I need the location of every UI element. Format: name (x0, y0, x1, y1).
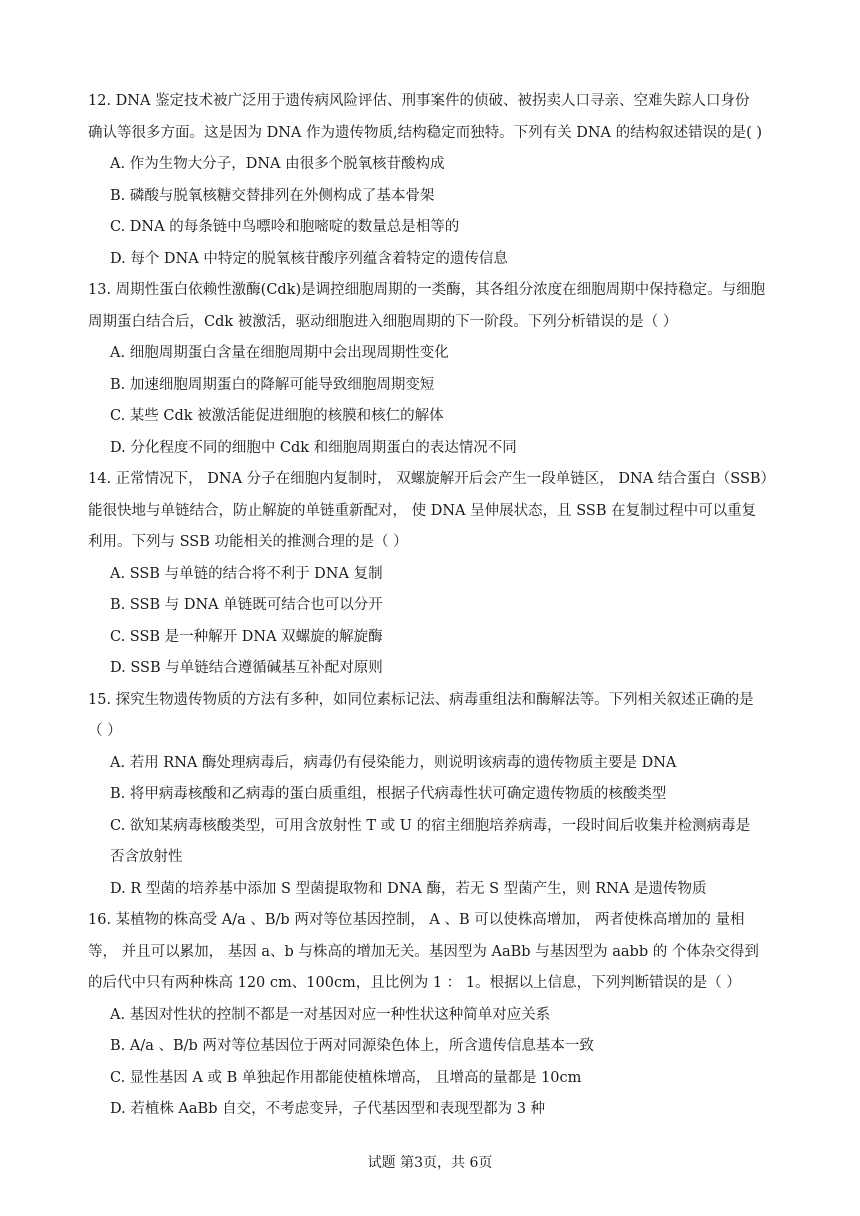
option-d: D. 每个 DNA 中特定的脱氧核苷酸序列蕴含着特定的遗传信息 (110, 250, 508, 267)
option-c: C. SSB 是一种解开 DNA 双螺旋的解旋酶 (110, 628, 383, 645)
question-16 (88, 905, 788, 1126)
question-stem-line: （ ） (88, 723, 122, 739)
option-d: D. 若植株 AaBb 自交，不考虑变异，子代基因型和表现型都为 3 种 (110, 1101, 546, 1117)
option-a: A. SSB 与单链的结合将不利于 DNA 复制 (110, 565, 383, 582)
question-13 (88, 275, 788, 464)
question-stem-line: 的后代中只有两种株高 120 cm、100cm，且比例为 1 ： 1。根据以上信息，下列判断错误的是（ ） (88, 975, 741, 991)
option-b: B. 将甲病毒核酸和乙病毒的蛋白质重组，根据子代病毒性状可确定遗传物质的核酸类型 (110, 786, 667, 802)
option-c: C. DNA 的每条链中鸟嘌呤和胞嘧啶的数量总是相等的 (110, 219, 460, 235)
question-stem-line: 等， 并且可以累加， 基因 a、b 与株高的增加无关。基因型为 AaBb 与基因型为 aabb 的 个体杂交得到 (88, 943, 759, 960)
question-12 (88, 86, 788, 275)
question-stem-line: 13. 周期性蛋白依赖性激酶(Cdk)是调控细胞周期的一类酶，其各组分浓度在细胞周期中保持稳定。与细胞 (88, 282, 766, 298)
option-b: B. 磷酸与脱氧核糖交替排列在外侧构成了基本骨架 (110, 187, 435, 204)
option-a: A. 基因对性状的控制不都是一对基因对应一种性状这种简单对应关系 (110, 1006, 551, 1023)
question-stem-line: 14. 正常情况下， DNA 分子在细胞内复制时， 双螺旋解开后会产生一段单链区， DNA 结合蛋白（SSB） (88, 471, 776, 487)
question-stem-line: 16. 某植物的株高受 A/a 、B/b 两对等位基因控制， A 、B 可以使株高增加， 两者使株高增加的 量相 (88, 912, 745, 928)
option-a: A. 若用 RNA 酶处理病毒后，病毒仍有侵染能力，则说明该病毒的遗传物质主要是 DNA (110, 754, 677, 771)
question-stem-line: 确认等很多方面。这是因为 DNA 作为遗传物质,结构稳定而独特。下列有关 DNA 的结构叙述错误的是( ) (88, 124, 763, 141)
question-stem-line: 能很快地与单链结合，防止解旋的单链重新配对， 使 DNA 呈伸展状态，且 SSB 在复制过程中可以重复 (88, 502, 757, 519)
question-15 (88, 685, 788, 906)
option-c: C. 欲知某病毒核酸类型，可用含放射性 T 或 U 的宿主细胞培养病毒，一段时间后收集并检测病毒是 (110, 817, 751, 834)
option-c: C. 某些 Cdk 被激活能促进细胞的核膜和核仁的解体 (110, 408, 444, 424)
option-c: C. 显性基因 A 或 B 单独起作用都能使植株增高， 且增高的量都是 10cm (110, 1069, 582, 1086)
option-d: D. SSB 与单链结合遵循碱基互补配对原则 (110, 660, 383, 676)
page-footer: 试题 第3页，共 6页 (367, 1155, 493, 1171)
option-a: A. 作为生物大分子，DNA 由很多个脱氧核苷酸构成 (110, 156, 445, 172)
question-14 (88, 464, 788, 685)
option-a: A. 细胞周期蛋白含量在细胞周期中会出现周期性变化 (110, 345, 449, 361)
option-d: D. R 型菌的培养基中添加 S 型菌提取物和 DNA 酶，若无 S 型菌产生，则 RNA 是遗传物质 (110, 880, 707, 897)
question-list (88, 86, 788, 1126)
option-d: D. 分化程度不同的细胞中 Cdk 和细胞周期蛋白的表达情况不同 (110, 439, 517, 456)
question-stem-line: 利用。下列与 SSB 功能相关的推测合理的是（ ） (88, 534, 408, 550)
option-b: B. 加速细胞周期蛋白的降解可能导致细胞周期变短 (110, 376, 435, 393)
question-stem-line: 周期蛋白结合后，Cdk 被激活，驱动细胞进入细胞周期的下一阶段。下列分析错误的是（ ） (88, 313, 678, 330)
option-c-continuation: 否含放射性 (110, 849, 183, 865)
question-stem-line: 15. 探究生物遗传物质的方法有多种，如同位素标记法、病毒重组法和酶解法等。下列相关叙述正确的是 (88, 691, 754, 708)
question-stem-line: 12. DNA 鉴定技术被广泛用于遗传病风险评估、刑事案件的侦破、被拐卖人口寻亲、空难失踪人口身份 (88, 93, 750, 109)
option-b: B. A/a 、B/b 两对等位基因位于两对同源染色体上，所含遗传信息基本一致 (110, 1038, 594, 1054)
option-b: B. SSB 与 DNA 单链既可结合也可以分开 (110, 597, 383, 613)
